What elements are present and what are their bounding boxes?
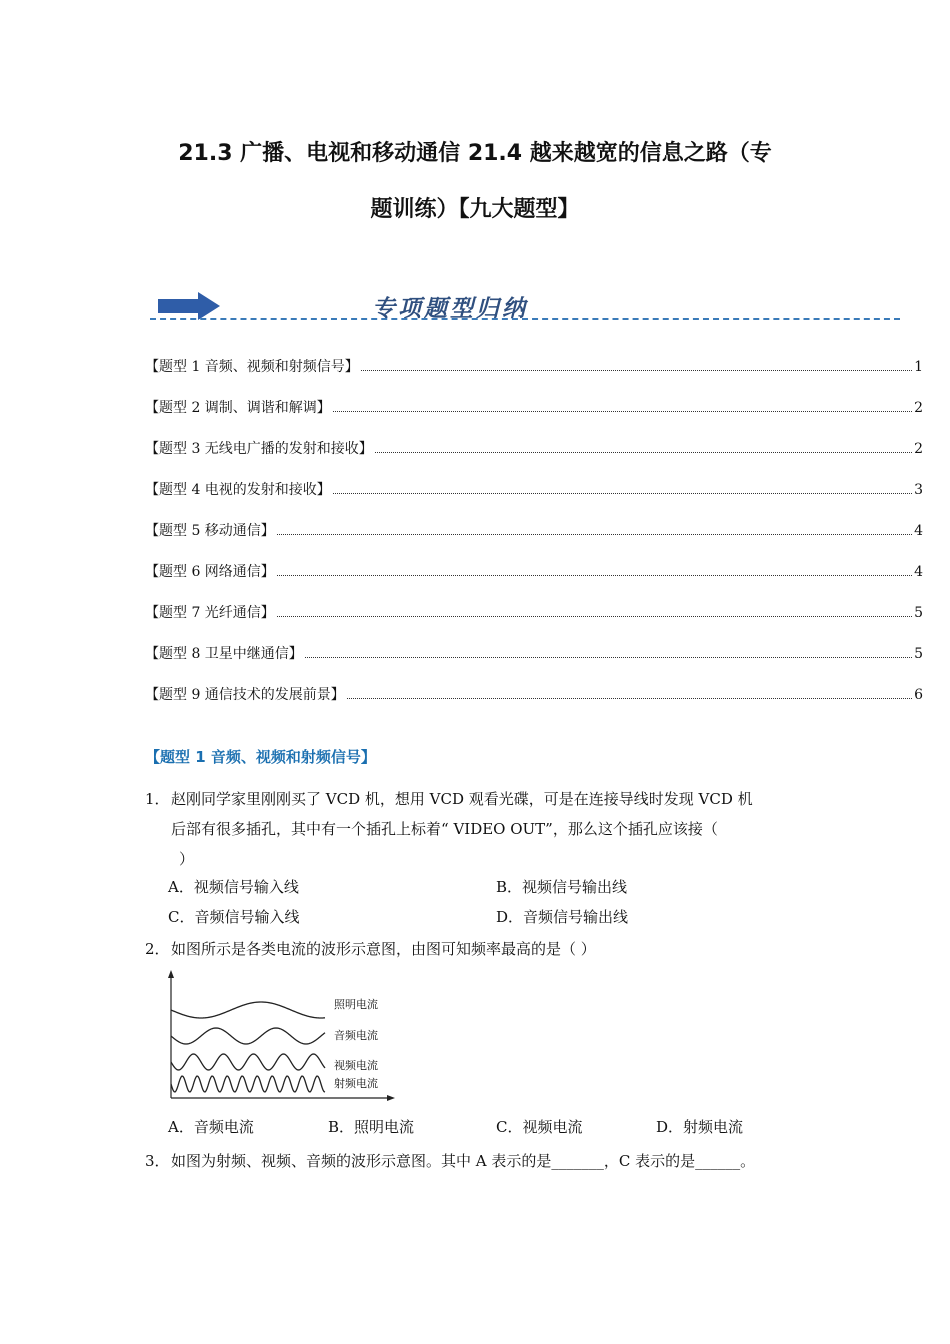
- toc-leader: [277, 574, 912, 576]
- banner-divider: [150, 318, 900, 320]
- label-rf-current: 射频电流: [334, 1077, 378, 1090]
- question-text-line-3: ）: [179, 850, 195, 868]
- toc-item[interactable]: [145, 438, 923, 479]
- toc-item-page: 4: [914, 564, 923, 580]
- question-number: 1．: [145, 790, 170, 808]
- toc-item-label: 【题型 5 移动通信】: [145, 523, 275, 539]
- banner-title: 专项题型归纳: [372, 296, 528, 322]
- toc-item-label: 【题型 7 光纤通信】: [145, 605, 275, 621]
- toc-item-page: 3: [914, 482, 923, 498]
- option-d[interactable]: D．音频信号输出线: [496, 908, 629, 926]
- toc-leader: [347, 697, 912, 699]
- toc-item-label: 【题型 2 调制、调谐和解调】: [145, 400, 331, 416]
- toc-leader: [277, 533, 912, 535]
- option-a[interactable]: A．音频电流: [168, 1118, 254, 1136]
- section-banner: [150, 286, 900, 326]
- option-c[interactable]: C．音频信号输入线: [168, 908, 300, 926]
- toc-item-label: 【题型 8 卫星中继通信】: [145, 646, 303, 662]
- toc-item[interactable]: [145, 602, 923, 643]
- label-lighting-current: 照明电流: [334, 998, 378, 1011]
- label-video-current: 视频电流: [334, 1059, 378, 1072]
- toc-item[interactable]: [145, 520, 923, 561]
- toc-item-page: 2: [914, 441, 923, 457]
- toc-item[interactable]: [145, 561, 923, 602]
- waveform-figure: [165, 968, 395, 1103]
- document-title: [100, 126, 850, 238]
- toc-item[interactable]: [145, 397, 923, 438]
- question-text-line-1: 赵刚同学家里刚刚买了 VCD 机，想用 VCD 观看光碟，可是在连接导线时发现 VCD 机: [171, 790, 753, 808]
- lighting-current-wave: [171, 1002, 325, 1018]
- rf-current-wave: [171, 1076, 325, 1092]
- title-line-2: 题训练）【九大题型】: [370, 197, 580, 222]
- toc-item-page: 5: [914, 605, 923, 621]
- option-b[interactable]: B．视频信号输出线: [496, 878, 628, 896]
- toc-item-page: 6: [914, 687, 923, 703]
- option-d[interactable]: D．射频电流: [656, 1118, 744, 1136]
- question-3: [145, 1146, 825, 1176]
- title-line-1: 21.3 广播、电视和移动通信 21.4 越来越宽的信息之路（专: [178, 141, 772, 166]
- question-number: 2．: [145, 940, 170, 958]
- audio-current-wave: [171, 1028, 325, 1044]
- question-1: [145, 784, 815, 874]
- toc-item-page: 4: [914, 523, 923, 539]
- toc-leader: [333, 410, 912, 412]
- option-c[interactable]: C．视频电流: [496, 1118, 583, 1136]
- toc-leader: [333, 492, 912, 494]
- question-number: 3．: [145, 1152, 170, 1170]
- arrow-icon: [158, 292, 220, 320]
- toc-item-page: 2: [914, 400, 923, 416]
- video-current-wave: [171, 1054, 325, 1070]
- table-of-contents: [145, 356, 923, 725]
- label-audio-current: 音频电流: [334, 1029, 378, 1042]
- toc-item[interactable]: [145, 479, 923, 520]
- toc-item-label: 【题型 4 电视的发射和接收】: [145, 482, 331, 498]
- toc-item-label: 【题型 3 无线电广播的发射和接收】: [145, 441, 373, 457]
- toc-item-label: 【题型 6 网络通信】: [145, 564, 275, 580]
- question-text-line-2: 后部有很多插孔，其中有一个插孔上标着“ VIDEO OUT”，那么这个插孔应该接（: [171, 820, 718, 838]
- toc-leader: [305, 656, 912, 658]
- section-heading: 【题型 1 音频、视频和射频信号】: [145, 748, 376, 766]
- toc-leader: [361, 369, 912, 371]
- question-2: [145, 934, 845, 964]
- toc-item-label: 【题型 9 通信技术的发展前景】: [145, 687, 345, 703]
- toc-item-page: 1: [914, 359, 923, 375]
- toc-item[interactable]: [145, 684, 923, 725]
- toc-item-label: 【题型 1 音频、视频和射频信号】: [145, 359, 359, 375]
- option-b[interactable]: B．照明电流: [328, 1118, 415, 1136]
- question-text: 如图为射频、视频、音频的波形示意图。其中 A 表示的是_______，C 表示的是______。: [171, 1152, 756, 1170]
- question-text: 如图所示是各类电流的波形示意图，由图可知频率最高的是（ ）: [171, 940, 596, 958]
- toc-leader: [375, 451, 912, 453]
- toc-leader: [277, 615, 912, 617]
- toc-item[interactable]: [145, 643, 923, 684]
- option-a[interactable]: A．视频信号输入线: [168, 878, 299, 896]
- toc-item[interactable]: [145, 356, 923, 397]
- toc-item-page: 5: [914, 646, 923, 662]
